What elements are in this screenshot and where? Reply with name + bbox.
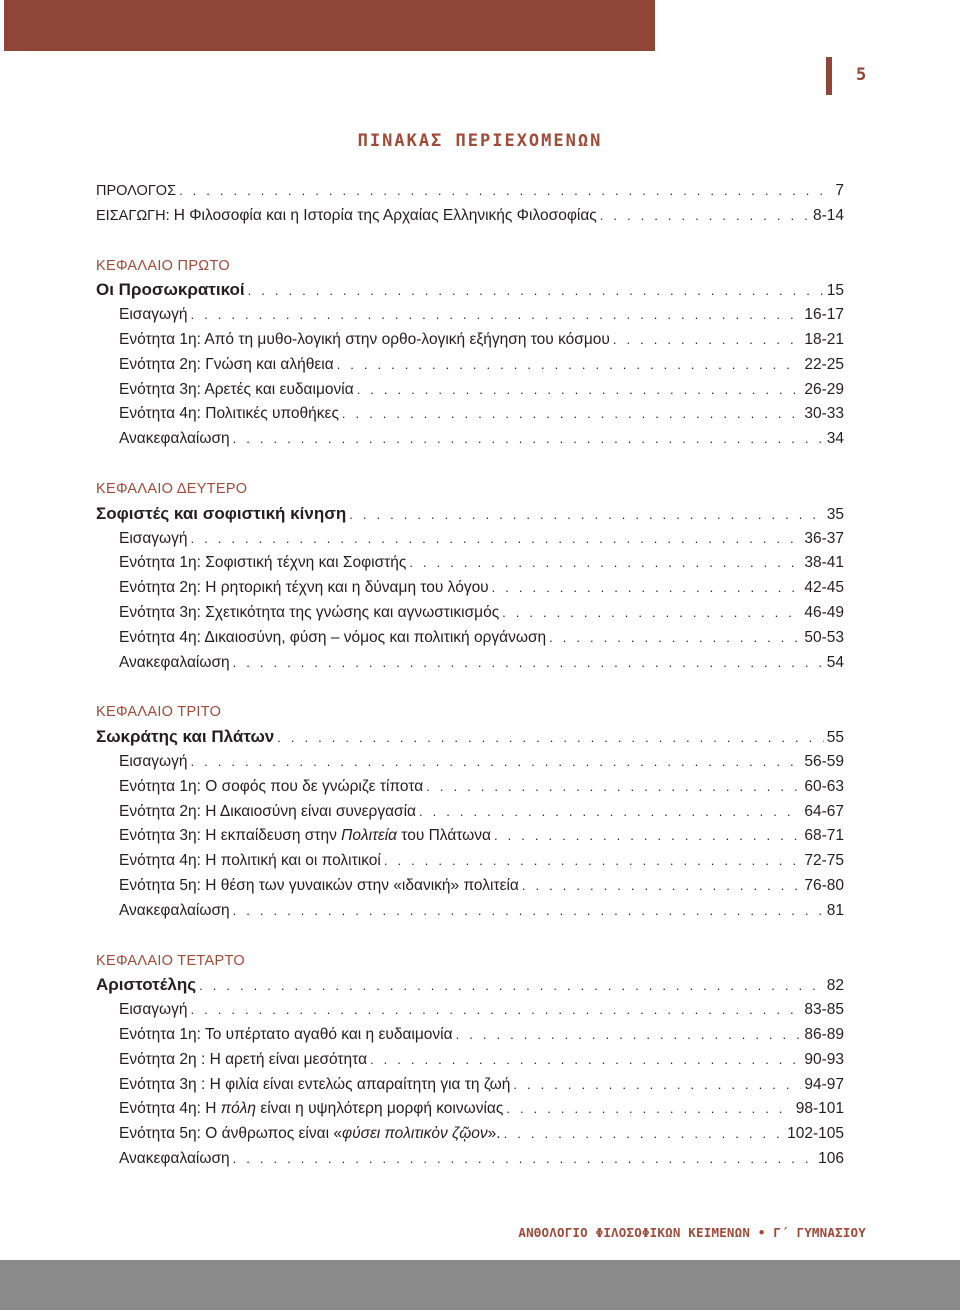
entry-page: 34 — [826, 430, 844, 448]
entry-label-after: είναι η υψηλότερη μορφή κοινωνίας — [256, 1100, 504, 1118]
toc-entry[interactable] — [96, 1023, 844, 1048]
dot-leader — [233, 1147, 815, 1172]
entry-label: Ανακεφαλαίωση — [119, 1149, 230, 1167]
entry-label-group — [119, 998, 188, 1023]
entry-page: 56-59 — [804, 752, 844, 770]
chapter-heading: ΚΕΦΑΛΑΙΟ ΠΡΩΤΟ — [96, 257, 230, 274]
entry-label: Η Φιλοσοφία και η Ιστορία της Αρχαίας Ελληνικής Φιλοσοφίας — [173, 206, 597, 224]
entry-page: 36-37 — [804, 529, 844, 547]
entry-label-group — [119, 1048, 367, 1073]
entry-page: 81 — [826, 901, 844, 919]
entry-page: 83-85 — [804, 1001, 844, 1019]
dot-leader — [409, 551, 801, 576]
entry-page: 90-93 — [804, 1050, 844, 1068]
entry-page: 94-97 — [804, 1075, 844, 1093]
entry-page: 76-80 — [804, 876, 844, 894]
entry-label: Ενότητα 1η: Σοφιστική τέχνη και Σοφιστής — [119, 554, 407, 572]
dot-leader — [191, 998, 802, 1023]
toc-entry[interactable] — [96, 551, 844, 576]
toc-entry[interactable] — [96, 1048, 844, 1073]
entry-label-group — [119, 750, 188, 775]
entry-label: ΠΡΟΛΟΓΟΣ — [96, 183, 177, 199]
dot-leader — [191, 303, 802, 328]
entry-label-after: του Πλάτωνα — [397, 827, 491, 845]
toc-entry[interactable] — [96, 328, 844, 353]
dot-leader — [191, 527, 802, 552]
dot-leader — [600, 204, 810, 229]
dot-leader — [233, 651, 824, 676]
toc-entry-introduction[interactable] — [96, 204, 844, 229]
entry-label: Εισαγωγή — [119, 306, 188, 324]
dot-leader — [191, 750, 802, 775]
toc-entry[interactable] — [96, 402, 844, 427]
entry-label: Ενότητα 4η: Η πολιτική και οι πολιτικοί — [119, 852, 381, 870]
entry-page: 54 — [826, 653, 844, 671]
entry-label-group — [119, 1023, 453, 1048]
chapter-heading: ΚΕΦΑΛΑΙΟ ΔΕΥΤΕΡΟ — [96, 480, 248, 497]
dot-leader — [419, 800, 801, 825]
page-number: 5 — [856, 65, 867, 85]
toc-entry[interactable] — [96, 899, 844, 924]
chapter-heading: ΚΕΦΑΛΑΙΟ ΤΡΙΤΟ — [96, 704, 222, 721]
entry-label-group — [119, 527, 188, 552]
toc-entry[interactable] — [96, 601, 844, 626]
table-of-contents — [96, 179, 844, 1172]
entry-page: 8-14 — [812, 206, 844, 224]
entry-label-italic: φύσει πολιτικὸν ζῷον — [341, 1125, 488, 1143]
entry-label: Ενότητα 1η: Ο σοφός που δε γνώριζε τίποτα — [119, 777, 424, 795]
dot-leader — [456, 1023, 802, 1048]
entry-label-group — [119, 303, 188, 328]
dot-leader — [349, 503, 824, 528]
dot-leader — [179, 179, 832, 204]
chapter-title-entry[interactable] — [96, 502, 844, 527]
entry-label-group — [119, 651, 230, 676]
toc-entry[interactable] — [96, 303, 844, 328]
entry-page: 26-29 — [804, 380, 844, 398]
entry-label-italic: Πολιτεία — [341, 827, 397, 845]
toc-entry[interactable] — [96, 1122, 844, 1147]
entry-page: 22-25 — [804, 355, 844, 373]
entry-page: 35 — [826, 505, 844, 523]
bottom-decorative-bar — [0, 1260, 960, 1310]
chapter-title: Αριστοτέλης — [96, 975, 197, 995]
toc-entry[interactable] — [96, 651, 844, 676]
dot-leader — [426, 775, 801, 800]
entry-label: Ενότητα 2η: Η ρητορική τέχνη και η δύναμη του λόγου — [119, 579, 489, 597]
toc-entry-prologue[interactable] — [96, 179, 844, 204]
entry-page: 72-75 — [804, 852, 844, 870]
dot-leader — [522, 874, 801, 899]
dot-leader — [337, 353, 802, 378]
dot-leader — [248, 279, 824, 304]
entry-label-group — [119, 899, 230, 924]
toc-entry[interactable] — [96, 576, 844, 601]
dot-leader — [494, 824, 801, 849]
chapter-title: Οι Προσωκρατικοί — [96, 280, 245, 300]
entry-label-group — [119, 874, 519, 899]
toc-entry[interactable] — [96, 1073, 844, 1098]
toc-entry[interactable] — [96, 800, 844, 825]
entry-page: 50-53 — [804, 628, 844, 646]
entry-label: Ενότητα 3η: Σχετικότητα της γνώσης και αγνωστικισμός — [119, 603, 500, 621]
entry-label: Ενότητα 3η : Η φιλία είναι εντελώς απαραίτητη για τη ζωή — [119, 1075, 511, 1093]
footer-book-title: ΑΝΘΟΛΟΓΙΟ ΦΙΛΟΣΟΦΙΚΩΝ ΚΕΙΜΕΝΩΝ • Γ΄ ΓΥΜΝΑΣΙΟΥ — [518, 1225, 866, 1240]
entry-label-italic: πόλη — [220, 1100, 257, 1118]
entry-label-group — [119, 353, 334, 378]
entry-page: 15 — [826, 282, 844, 300]
entry-label: Εισαγωγή — [119, 529, 188, 547]
entry-page: 16-17 — [804, 306, 844, 324]
dot-leader — [492, 576, 802, 601]
entry-page: 7 — [835, 182, 844, 199]
entry-page: 38-41 — [804, 554, 844, 572]
chapters-container — [96, 254, 844, 1172]
entry-label-group — [119, 378, 354, 403]
entry-label: Ενότητα 4η: Η — [119, 1100, 221, 1118]
entry-page: 60-63 — [804, 777, 844, 795]
toc-entry[interactable] — [96, 775, 844, 800]
chapter-title-entry[interactable] — [96, 278, 844, 303]
chapter-title-entry[interactable] — [96, 725, 844, 750]
entry-label-prefix: ΕΙΣΑΓΩΓΗ: — [96, 207, 170, 224]
dot-leader — [504, 1122, 785, 1147]
entry-page: 55 — [826, 729, 844, 747]
chapter-title-entry[interactable] — [96, 973, 844, 998]
entry-label-after: ». — [487, 1125, 501, 1143]
entry-label-group — [119, 328, 610, 353]
entry-label: Ενότητα 1η: Το υπέρτατο αγαθό και η ευδαιμονία — [119, 1025, 453, 1043]
toc-entry[interactable] — [96, 1147, 844, 1172]
chapter-title: Σωκράτης και Πλάτων — [96, 727, 275, 747]
entry-page: 86-89 — [804, 1025, 844, 1043]
toc-entry[interactable] — [96, 1097, 844, 1122]
entry-page: 46-49 — [804, 603, 844, 621]
entry-label-group — [119, 402, 339, 427]
entry-label: Ενότητα 4η: Πολιτικές υποθήκες — [119, 405, 339, 423]
entry-page: 82 — [826, 977, 844, 995]
toc-entry[interactable] — [96, 849, 844, 874]
dot-leader — [370, 1048, 801, 1073]
entry-label-group — [119, 576, 489, 601]
dot-leader — [613, 328, 801, 353]
dot-leader — [233, 427, 824, 452]
chapter-title: Σοφιστές και σοφιστική κίνηση — [96, 503, 347, 523]
toc-entry[interactable] — [96, 378, 844, 403]
entry-label: Ανακεφαλαίωση — [119, 653, 230, 671]
toc-entry[interactable] — [96, 626, 844, 651]
entry-page: 106 — [818, 1149, 844, 1167]
entry-label-group — [119, 551, 406, 576]
dot-leader — [233, 899, 824, 924]
toc-entry[interactable] — [96, 750, 844, 775]
entry-label-group — [119, 824, 491, 849]
entry-label: Εισαγωγή — [119, 752, 188, 770]
entry-page: 42-45 — [804, 579, 844, 597]
dot-leader — [199, 974, 824, 999]
dot-leader — [342, 402, 801, 427]
entry-label-group — [119, 1097, 503, 1122]
entry-label: Ενότητα 5η: Η θέση των γυναικών στην «ιδανική» πολιτεία — [119, 876, 519, 894]
entry-label: Εισαγωγή — [119, 1001, 188, 1019]
dot-leader — [506, 1097, 792, 1122]
entry-label-group — [119, 1147, 230, 1172]
dot-leader — [277, 726, 823, 751]
entry-label: Ανακεφαλαίωση — [119, 430, 230, 448]
dot-leader — [357, 378, 802, 403]
entry-label: Ενότητα 3η: Η εκπαίδευση στην — [119, 827, 342, 845]
entry-page: 102-105 — [787, 1125, 844, 1143]
dot-leader — [502, 601, 801, 626]
toc-entry[interactable] — [96, 824, 844, 849]
entry-label-group — [119, 626, 546, 651]
entry-label: Ενότητα 2η: Γνώση και αλήθεια — [119, 355, 334, 373]
toc-entry[interactable] — [96, 427, 844, 452]
entry-page: 30-33 — [804, 405, 844, 423]
top-decorative-bar — [4, 0, 655, 51]
entry-label-group — [119, 1073, 510, 1098]
entry-page: 64-67 — [804, 802, 844, 820]
dot-leader — [384, 849, 802, 874]
toc-entry[interactable] — [96, 527, 844, 552]
entry-label-group — [119, 427, 230, 452]
entry-label-group — [119, 1122, 501, 1147]
entry-label: Ενότητα 1η: Από τη μυθο-λογική στην ορθο-λογική εξήγηση του κόσμου — [119, 330, 610, 348]
page-marker-bar — [826, 57, 832, 95]
entry-label-group — [119, 775, 423, 800]
entry-label: Ενότητα 4η: Δικαιοσύνη, φύση – νόμος και πολιτική οργάνωση — [119, 628, 547, 646]
chapter-heading: ΚΕΦΑΛΑΙΟ ΤΕΤΑΡΤΟ — [96, 952, 245, 969]
entry-page: 18-21 — [804, 330, 844, 348]
toc-title: ΠΙΝΑΚΑΣ ΠΕΡΙΕΧΟΜΕΝΩΝ — [357, 131, 603, 151]
entry-label: Ανακεφαλαίωση — [119, 901, 230, 919]
entry-label-group — [96, 204, 597, 229]
entry-label: Ενότητα 5η: Ο άνθρωπος είναι « — [119, 1125, 342, 1143]
entry-page: 98-101 — [795, 1100, 844, 1118]
entry-label: Ενότητα 3η: Αρετές και ευδαιμονία — [119, 380, 354, 398]
entry-label-group — [119, 800, 416, 825]
toc-entry[interactable] — [96, 998, 844, 1023]
dot-leader — [549, 626, 801, 651]
dot-leader — [513, 1073, 801, 1098]
entry-label: Ενότητα 2η: Η Δικαιοσύνη είναι συνεργασία — [119, 802, 417, 820]
toc-entry[interactable] — [96, 353, 844, 378]
entry-label-group — [119, 601, 499, 626]
entry-label-group — [119, 849, 381, 874]
toc-entry[interactable] — [96, 874, 844, 899]
entry-label: Ενότητα 2η : Η αρετή είναι μεσότητα — [119, 1050, 368, 1068]
entry-page: 68-71 — [804, 827, 844, 845]
